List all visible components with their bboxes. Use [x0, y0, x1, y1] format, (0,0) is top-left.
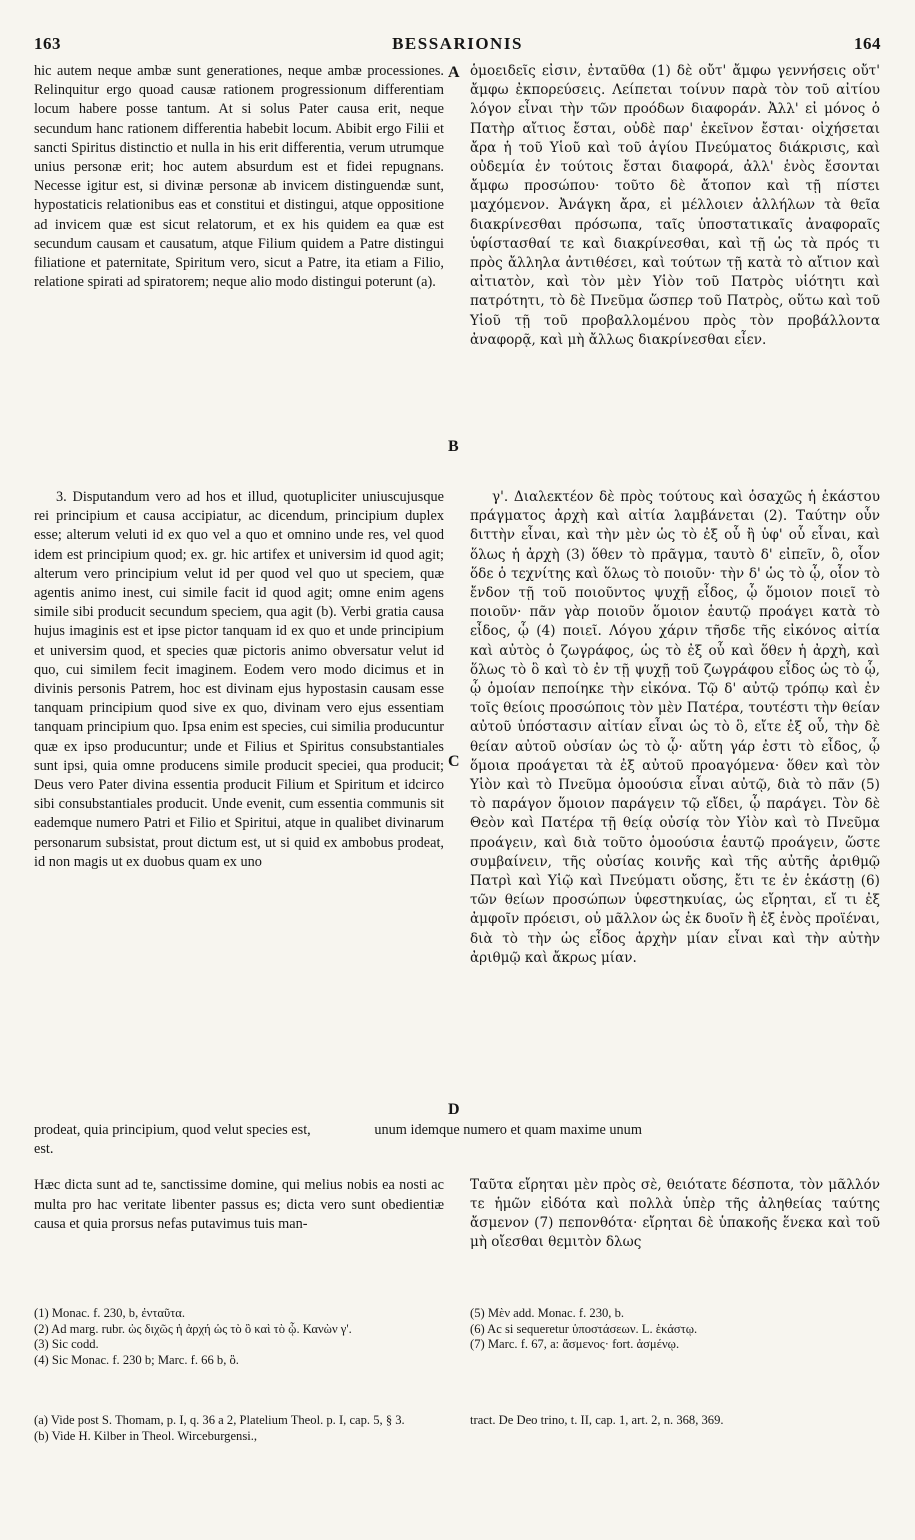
reference-notes-right	[470, 1413, 880, 1429]
footnote: (1) Monac. f. 230, b, ἐνταῦτα.	[34, 1306, 186, 1320]
span-line-left: prodeat, quia principium, quod velut species est,	[34, 1122, 311, 1138]
greek-paragraph-1: ὁμοειδεῖς εἰσιν, ἐνταῦθα (1) δὲ οὔτ' ἄμφω γεννήσεις οὔτ' ἄμφω ἐκπορεύσεις. Λείπεται τοίνυν παρὰ τὸν τοῦ αἰτίου λόγον εἶναι τὴν τῶν προόδων διαφοράν. Ἀλλ' εἰ μόνος ὁ Πατὴρ αἴτιος ἔσται, οὐδὲ παρ' ἐκεῖνον ἔσται· οἰχήσεται ἄρα ἡ τοῦ Υἱοῦ καὶ τοῦ ἁγίου Πνεύματος διάκρισις, καὶ οὐδεμία ἐν τούτοις ἔσται διαφορά, ἀλλ' ἑνὸς ἔσονται ἄμφω προσώπου· τοῦτο δὲ ἄτοπον καὶ τῇ πίστει μαχόμενον. Ἀνάγκη ἄρα, εἰ μέλλοιεν ἀλλήλων τὰ θεῖα διακρίνεσθαι πρόσωπα, ταῖς ὑποστατικαῖς ἀναφοραῖς ὑφίστασθαί τε καὶ διακρίνεσθαι, καὶ τῇ ὡς τὰ πρός τι πρὸς ἄλληλα ἀντιθέσει, καὶ τούτων τῇ κατὰ τὸ αἴτιον καὶ αἰτιατὸν, καὶ τὸν μὲν Υἱὸν τοῦ Πατρὸς υἱότητι καὶ πατρότητι, τὸ δὲ Πνεῦμα ὥσπερ τοῦ Πατρὸς, οὕτω καὶ τοῦ Υἱοῦ τῇ τοῦ προβαλλομένου πρὸς τὸν προβάλλοντα ἀναφορᾷ, καὶ μὴ ἄλλως διακρίνεσθαι εἶεν.	[470, 63, 880, 348]
latin-paragraph-1: hic autem neque ambæ sunt generationes, neque ambæ processiones. Relinquitur ergo quoad causæ rationem progressionum differentiam locum habere posse tantum. At si solus Pater causa erit, neque secundum hanc rationem differentia habebit locum. Abibit ergo Filii et sancti Spiritus distinctio et nulla in his erit differentia, verum utrumque unius personæ erit; hoc autem absurdum est et fidei repugnans. Necesse igitur est, si divinæ personæ ab invicem distinguendæ sunt, hypostaticis relationibus eas et constitui et distingui, atque oppositione ad invicem quæ est sicut relatorum, et ex his quidem ea quæ est secundum causam et causatum, atque Filium quidem a Patre distingui filiatione et paternitate, Spiritum vero, sicut a Patre, ita etiam a Filio, relatione spirati ad spiratorem; neque alio modo distingui poterunt (a).	[34, 63, 444, 291]
full-width-line	[34, 1121, 880, 1140]
reference-note: tract. De Deo trino, t. II, cap. 1, art. 2, n. 368, 369.	[470, 1413, 724, 1427]
footnotes-right	[470, 1306, 880, 1353]
latin-est: est.	[34, 1141, 54, 1157]
greek-paragraph-3: Ταῦτα εἴρηται μὲν πρὸς σὲ, θειότατε δέσποτα, τὸν μᾶλλόν τε ἡμῶν εἰδότα καὶ πολλὰ ὑπὲρ τῆς ἀληθείας ταύτης ἄσμενον (7) πεπονθότα· εἴρηται δὲ ὑπακοῆς ἕνεκα καὶ τοῦ μὴ οἴεσθαι θεμιτὸν δλως	[470, 1176, 880, 1251]
page-number-left: 163	[34, 34, 61, 53]
reference-note: (b) Vide H. Kilber in Theol. Wirceburgensi.,	[34, 1428, 258, 1443]
running-title: BESSARIONIS	[392, 34, 523, 53]
footnote: (2) Ad marg. rubr. ὡς διχῶς ἡ ἀρχή ὡς τὸ ὃ καὶ τὸ ᾧ. Κανὼν γ'.	[34, 1321, 352, 1336]
running-header	[34, 34, 881, 56]
reference-notes-left	[34, 1413, 444, 1444]
footnote: (3) Sic codd.	[34, 1337, 99, 1351]
latin-paragraph-3: Hæc dicta sunt ad te, sanctissime domine, qui melius nobis ea nosti ac multa pro hac veritate libenter passus es; dicta vero sunt obedientiæ causa et quia prorsus nefas putavimus tuis man-	[34, 1177, 444, 1232]
latin-paragraph-2: 3. Disputandum vero ad hos et illud, quotupliciter uniuscujusque rei principium et causa accipiatur, ac dicendum, principium duplex esse; alterum veluti id ex quo vel a quo et omnino unde res, vel quod idem est principium quod; ex. gr. hic artifex et universim id quod agit; alterum vero principium velut id per quod vel quo ut speciem, quæ agentis animo inest, cui simile facit id quod agit; omne enim agens simile sibi producit secundum speciem, qua agit (b). Verbi gratia causa hujus imaginis est et ipse pictor tanquam id ex quo et unde principium et universim quod, et species quæ pictoris animo obversatur velut id quo, cui similem fecit imaginem. Eodem vero modo dicimus et in divinis personis Patrem, hoc est divinam ejus hypostasin causam esse tanquam principium quod sive ex quo, divinam vero ejus essentiam tanquam principium quo. Ipsa enim est species, cui similia producuntur quæ ex ipso producuntur; unde et Filius et Spiritus consubstantiales sunt ipsi, quia omne producens simile producit speciei, qua producit; Deus vero Pater divina essentia producit Filium et Spiritum et idcirco sibi consubstantiales producit. Unde evenit, cum essentia communis sit eademque numero Patri et Filio et Spiritui, atque in qualibet divinarum personarum subsistat, prout dictum est, ut si quid ex ambobus prodeat, id non magis ut ex duobus quam ex uno	[34, 489, 444, 870]
section-marker-d: D	[448, 1101, 460, 1118]
reference-note: (a) Vide post S. Thomam, p. I, q. 36 a 2, Platelium Theol. p. I, cap. 5, § 3.	[34, 1413, 405, 1427]
section-marker-a: A	[448, 64, 460, 81]
greek-closing-column	[470, 1162, 880, 1251]
footnotes-left	[34, 1306, 444, 1368]
footnote: (4) Sic Monac. f. 230 b; Marc. f. 66 b, ὃ.	[34, 1352, 239, 1367]
latin-column-section-3	[34, 488, 444, 1104]
span-line-right: unum idemque numero et quam maxime unum	[374, 1122, 642, 1138]
section-marker-b: B	[448, 438, 459, 455]
section-marker-c: C	[448, 753, 460, 770]
greek-column-section-3	[470, 488, 880, 1104]
latin-closing-column	[34, 1162, 444, 1240]
footnote: (6) Ac si sequeretur ὑποστάσεων. L. ἑκάστῳ.	[470, 1321, 698, 1336]
page-number-right: 164	[854, 34, 881, 53]
footnote: (5) Μὲν add. Monac. f. 230, b.	[470, 1306, 625, 1320]
greek-paragraph-2: γ'. Διαλεκτέον δὲ πρὸς τούτους καὶ ὁσαχῶς ἡ ἑκάστου πράγματος ἀρχὴ καὶ αἰτία λαμβάνεται (2). Ταύτην οὖν διττὴν εἶναι, καὶ τὴν μὲν ὡς τὸ ἐξ οὗ ἢ ὑφ' οὗ εἶναι, καὶ ὅλως ἡ ἀρχὴ (3) ὅθεν τὸ πρᾶγμα, ταυτὸ δ' εἰπεῖν, ὃ, οἷον ὅδε ὁ τεχνίτης καὶ ὅλως τὸ ποιοῦν· τὴν δ' ὡς τὸ ᾧ, οἷον τὸ ἔνδον τῇ τοῦ ποιοῦντος ψυχῇ εἶδος, ᾧ ὅμοιον ποιεῖ τὸ ποιοῦν· πᾶν γὰρ ποιοῦν ὅμοιον ἑαυτῷ προάγει κατὰ τὸ εἶδος, ᾧ (4) ποιεῖ. Λόγου χάριν τῆσδε τῆς εἰκόνος αἰτία καὶ αὐτὸς ὁ ζωγράφος, ὡς τὸ ἐξ οὗ καὶ ὅθεν ἡ ἀρχὴ, καὶ ὅλως τὸ ὃ καὶ τὸ ἐν τῇ ψυχῇ τοῦ ζωγράφου εἶδος ὡς τὸ ᾧ, ᾧ ὁμοίαν πεποίηκε τὴν εἰκόνα. Τῷ δ' αὐτῷ τρόπῳ καὶ ἐν τοῖς θείοις προσώποις τὸν μὲν Πατέρα, τουτέστι τὴν θείαν αὐτοῦ ὑπόστασιν αἰτίαν εἶναι ὡς τὸ ὃ, εἴτε ἐξ οὗ, τὴν δὲ θείαν αὐτοῦ οὐσίαν ὡς τὸ ᾧ· αὕτη γάρ ἐστι τὸ εἶδος, ᾧ ὅμοια προάγεται τὰ ἐξ αὐτοῦ προαγόμενα· ὅθεν καὶ τὸν Υἱὸν καὶ τὸ Πνεῦμα ὁμοούσια εἶναι αὐτῷ, διὰ τὸ πᾶν (5) τὸ παράγον ὅμοιον παράγειν τῷ εἴδει, ᾧ παράγει. Τὸν δὲ Θεὸν καὶ Πατέρα τῇ θείᾳ οὐσίᾳ τὸν Υἱὸν καὶ τὸ Πνεῦμα προάγειν, καὶ διὰ τοῦτο ὁμοούσια ἑαυτῷ προάγειν, ὥστε συμβαίνειν, τῆς οὐσίας κοινῆς καὶ τῆς αὐτῆς ἀριθμῷ Πατρὶ καὶ Υἱῷ καὶ Πνεύματι οὔσης, ἔτι τε ἐν ἑκάστῃ (6) τῶν θείων προσώπων ὑφεστηκυίας, ὡς εἴρηται, εἴ τι ἐξ ἀμφοῖν πρόεισι, οὐ μᾶλλον ὡς ἐκ δυοῖν ἢ ἐξ ἑνὸς προϊέναι, διὰ τὸ τὴν ὡς εἶδος ἀρχὴν μίαν εἶναι καὶ τὴν αὐτὴν ἀριθμῷ καὶ ἄκρως μίαν.	[470, 489, 880, 966]
footnote: (7) Marc. f. 67, a: ἄσμενος· fort. ἀσμένῳ.	[470, 1337, 680, 1351]
